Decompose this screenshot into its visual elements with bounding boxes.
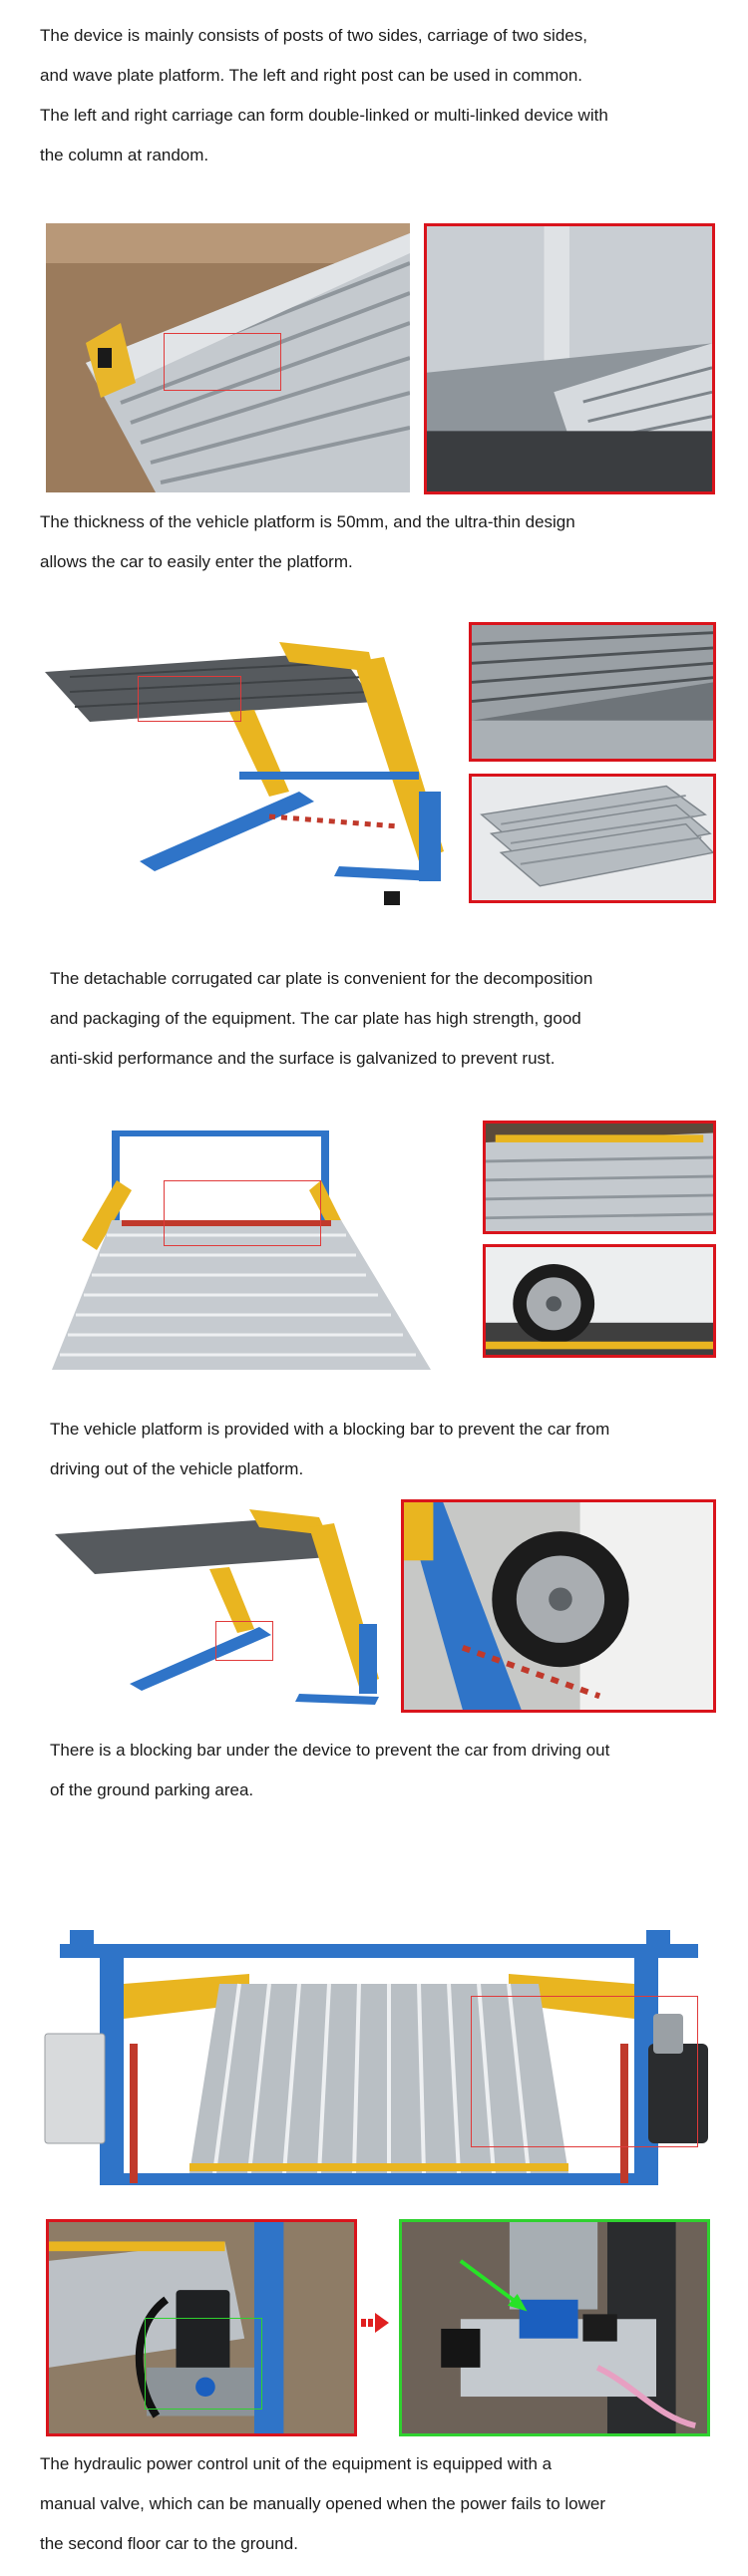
text-line: The left and right carriage can form double-linked or multi-linked device with [40, 106, 608, 125]
platform-edge-photo [46, 223, 410, 492]
text-line: the second floor car to the ground. [40, 2534, 298, 2553]
text-line: The thickness of the vehicle platform is 50mm, and the ultra-thin design [40, 512, 575, 531]
intro-paragraph [40, 16, 608, 175]
text-line: the column at random. [40, 146, 209, 164]
text-line: of the ground parking area. [50, 1780, 254, 1799]
platform-front-view-photo [52, 1121, 471, 1382]
corrugated-plates-photo [469, 774, 716, 903]
text-line: The device is mainly consists of posts of two sides, carriage of two sides, [40, 26, 587, 45]
platform-thickness-paragraph [40, 502, 575, 582]
text-line: manual valve, which can be manually opened when the power fails to lower [40, 2494, 605, 2513]
text-line: The detachable corrugated car plate is convenient for the decomposition [50, 969, 593, 988]
ground-blocking-bar-photo [401, 1499, 716, 1713]
lift-raised-view-photo [50, 1499, 389, 1723]
text-line: The vehicle platform is provided with a blocking bar to prevent the car from [50, 1420, 610, 1439]
text-line: The hydraulic power control unit of the equipment is equipped with a [40, 2454, 553, 2473]
corrugated-plate-paragraph [50, 959, 592, 1079]
platform-detail-photo [424, 223, 715, 494]
car-wheel-on-platform-photo [483, 1244, 716, 1358]
manual-valve-photo [399, 2219, 710, 2436]
full-lift-frame-photo [40, 1924, 718, 2213]
platform-blocking-bar-paragraph [50, 1410, 609, 1489]
text-line: driving out of the vehicle platform. [50, 1459, 304, 1478]
red-right-arrow-icon [361, 2311, 389, 2335]
text-line: allows the car to easily enter the platform. [40, 552, 353, 571]
hydraulic-unit-photo [46, 2219, 357, 2436]
lift-side-view-photo [40, 622, 459, 921]
blocking-bar-photo [483, 1121, 716, 1234]
platform-underside-photo [469, 622, 716, 762]
ground-blocking-bar-paragraph [50, 1731, 609, 1810]
hydraulic-unit-paragraph [40, 2444, 605, 2564]
text-line: anti-skid performance and the surface is galvanized to prevent rust. [50, 1049, 556, 1068]
text-line: and wave plate platform. The left and right post can be used in common. [40, 66, 582, 85]
text-line: and packaging of the equipment. The car plate has high strength, good [50, 1009, 581, 1028]
text-line: There is a blocking bar under the device to prevent the car from driving out [50, 1741, 610, 1760]
